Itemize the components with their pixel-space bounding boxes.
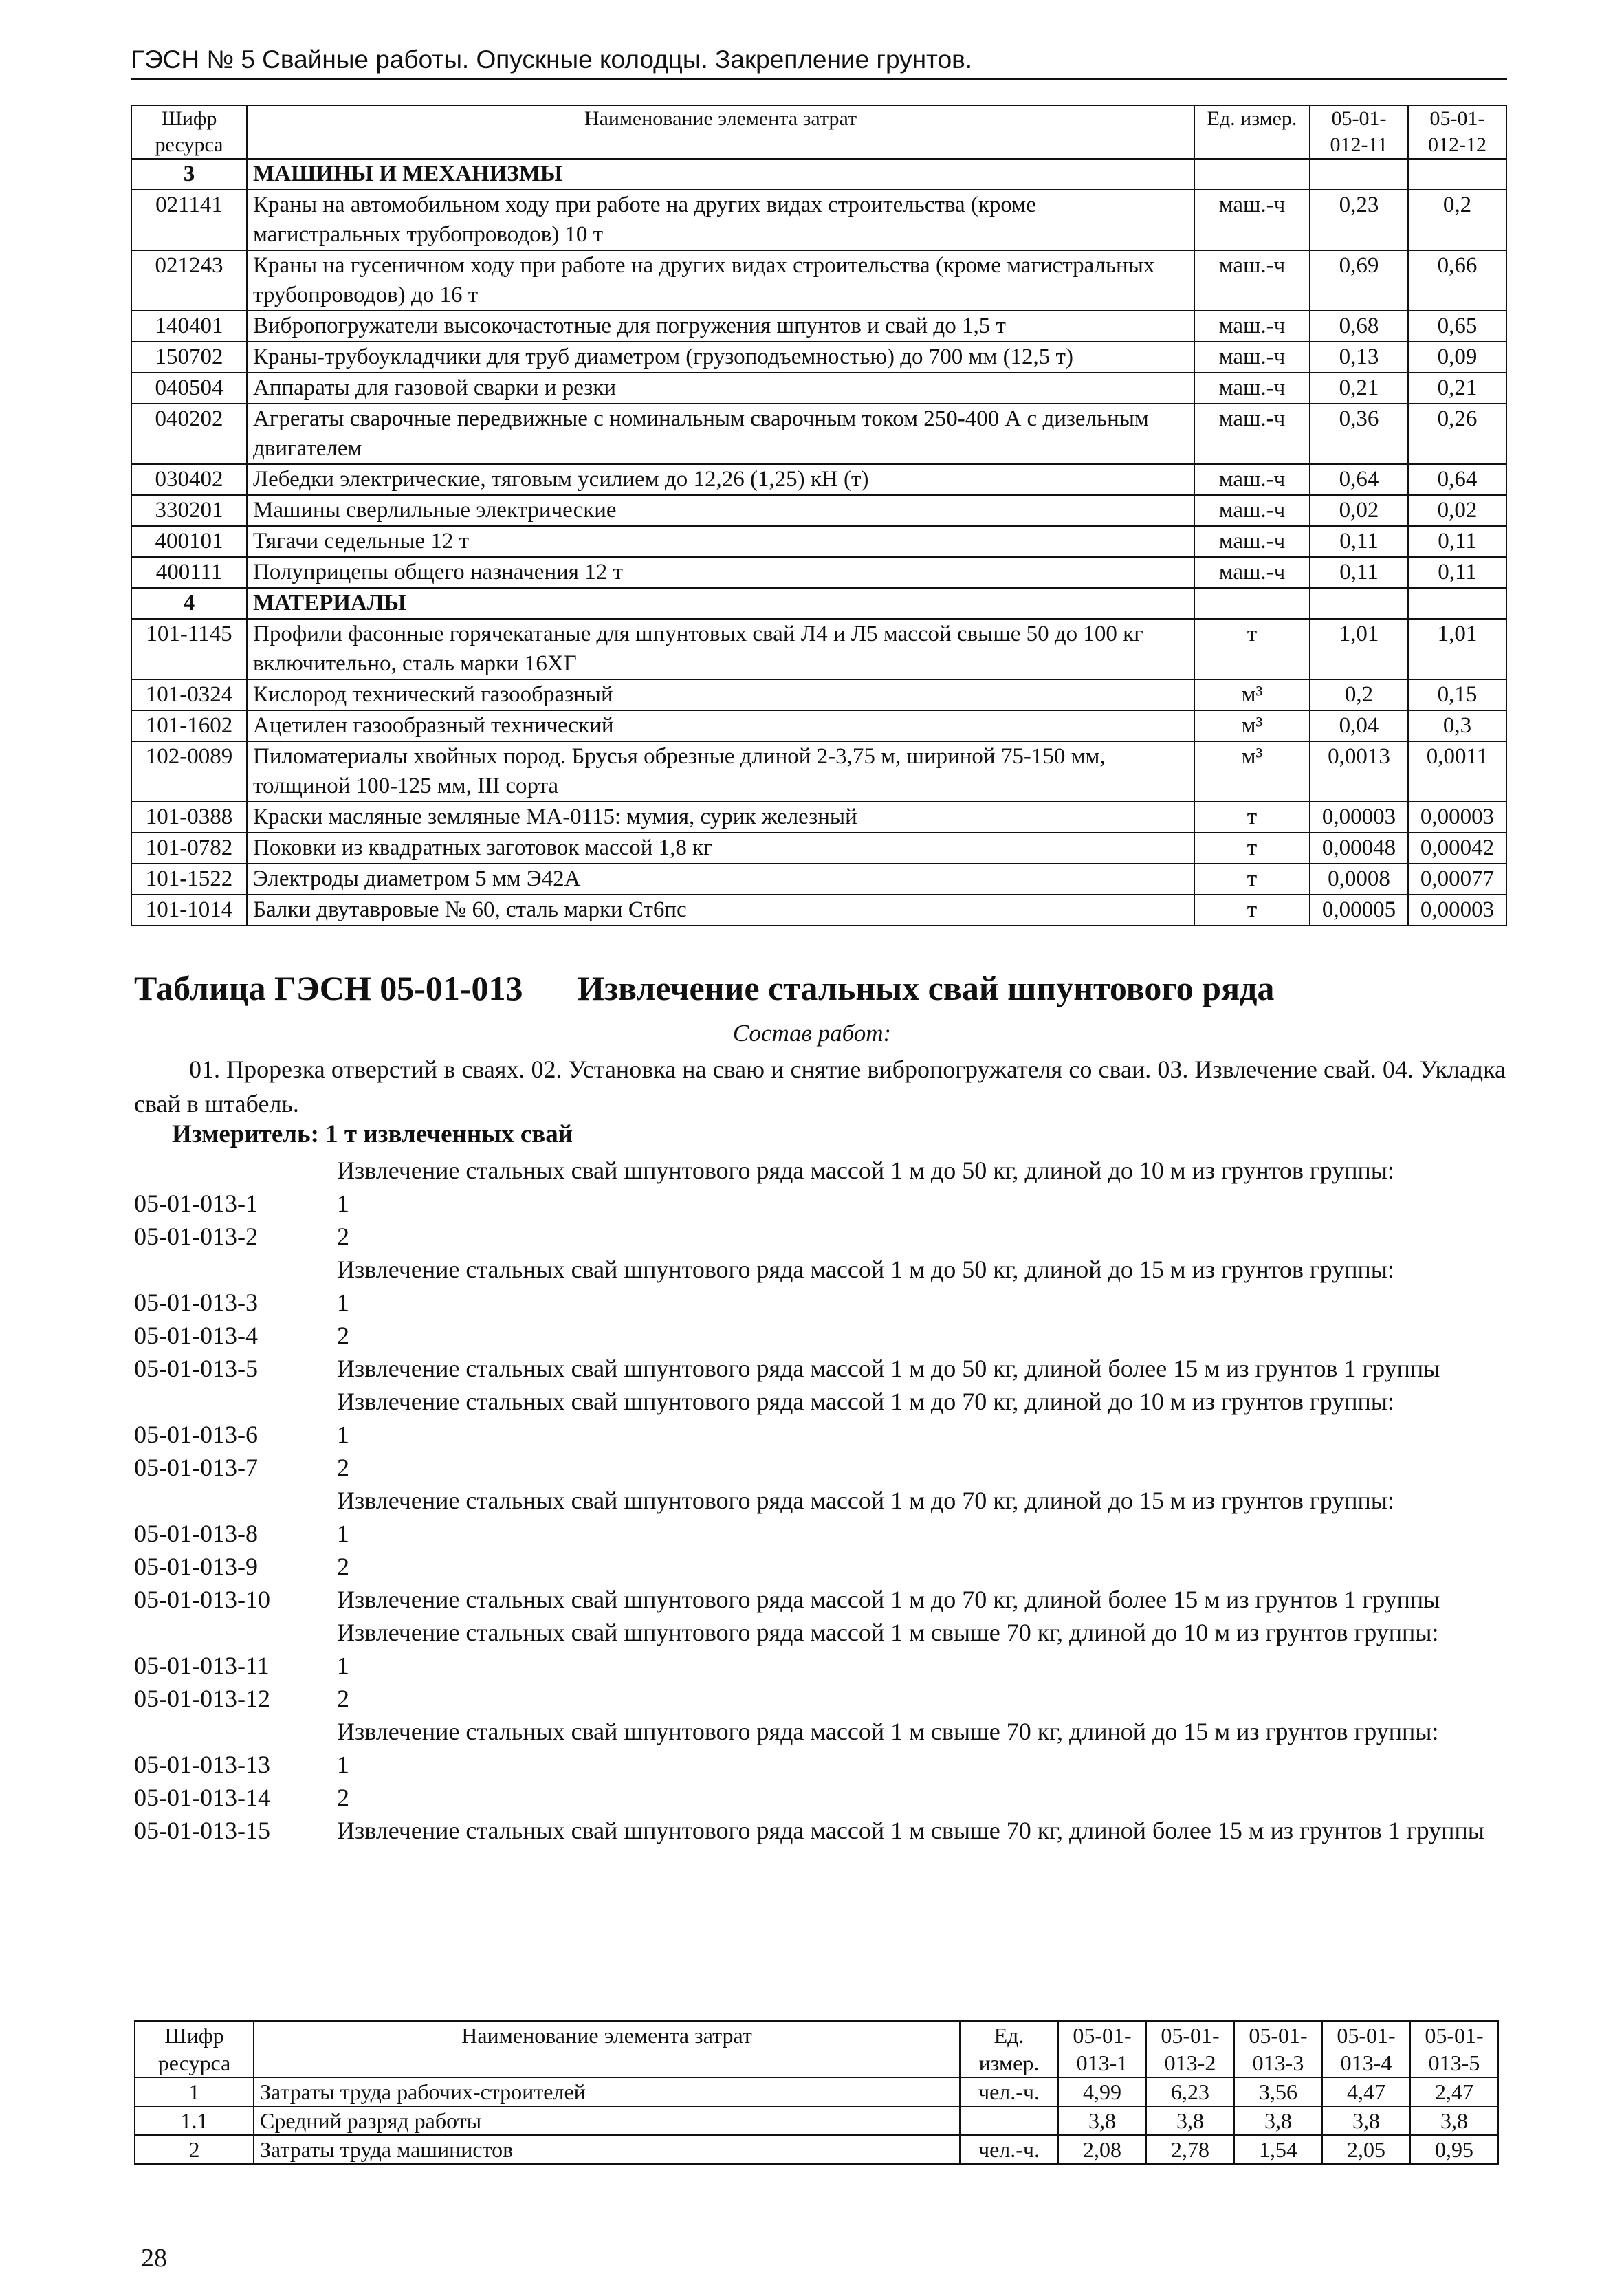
resource-name: Электроды диаметром 5 мм Э42А [247, 864, 1194, 895]
work-composition-title: Состав работ: [732, 1020, 892, 1047]
resource-code: 021141 [131, 190, 247, 250]
norm-entry [134, 1418, 1509, 1451]
table-row [131, 895, 1506, 926]
table-row [131, 190, 1506, 250]
norm-value: 1,01 [1408, 619, 1506, 679]
norm-value: 2,08 [1058, 2135, 1146, 2164]
resource-code: 101-1014 [131, 895, 247, 926]
resource-table-012 [131, 105, 1507, 926]
page-header: ГЭСН № 5 Свайные работы. Опускные колодцы. Закрепление грунтов. [131, 45, 1507, 80]
norm-entry [134, 1550, 1509, 1583]
section-row [131, 588, 1506, 619]
resource-unit: т [1194, 802, 1310, 833]
norm-value: 1,01 [1310, 619, 1408, 679]
resource-unit: маш.-ч [1194, 342, 1310, 373]
norm-text: Извлечение стальных свай шпунтового ряда массой 1 м до 70 кг, длиной до 15 м из грунтов группы: [337, 1487, 1394, 1514]
resource-table-013 [134, 2020, 1499, 2165]
resource-code: 101-1145 [131, 619, 247, 679]
norm-value: 2,47 [1410, 2077, 1498, 2106]
resource-unit: маш.-ч [1194, 495, 1310, 526]
norm-entry [134, 1385, 1509, 1418]
norm-value: 0,3 [1408, 710, 1506, 741]
norm-code: 05-01-013-12 [134, 1685, 270, 1712]
norm-value: 2,05 [1322, 2135, 1410, 2164]
norm-entry [134, 1187, 1509, 1220]
norm-value [1408, 588, 1506, 619]
resource-name: Балки двутавровые № 60, сталь марки Ст6пс [247, 895, 1194, 926]
page-number: 28 [141, 2244, 167, 2273]
norm-value: 0,11 [1408, 526, 1506, 557]
measure-label: Измеритель: [172, 1120, 319, 1148]
column-header-name: Наименование элемента затрат [247, 105, 1194, 159]
norm-code [134, 1715, 337, 1748]
norm-entry [134, 1715, 1509, 1748]
norm-value: 3,8 [1058, 2106, 1146, 2135]
table-row [131, 710, 1506, 741]
norm-code: 05-01-013-15 [134, 1817, 270, 1844]
norm-value: 0,0011 [1408, 741, 1506, 802]
resource-name: Затраты труда машинистов [254, 2135, 960, 2164]
table-label: Таблица ГЭСН 05-01-013 [134, 969, 523, 1007]
resource-unit: маш.-ч [1194, 557, 1310, 588]
table-body [131, 159, 1506, 926]
norm-value: 0,2 [1310, 679, 1408, 710]
norm-entry [134, 1154, 1509, 1187]
norm-entry [134, 1352, 1509, 1385]
norm-entry [134, 1319, 1509, 1352]
norm-text: Извлечение стальных свай шпунтового ряда массой 1 м свыше 70 кг, длиной более 15 м из грунтов 1 группы [337, 1817, 1484, 1844]
norm-text: 2 [337, 1454, 349, 1481]
norm-value: 0,02 [1310, 495, 1408, 526]
norm-value: 0,2 [1408, 190, 1506, 250]
norm-text: 1 [337, 1289, 349, 1316]
norm-text: Извлечение стальных свай шпунтового ряда массой 1 м до 50 кг, длиной более 15 м из грунтов 1 группы [337, 1355, 1440, 1382]
norm-entry [134, 1451, 1509, 1484]
norm-code [134, 1616, 337, 1649]
norm-value: 6,23 [1146, 2077, 1234, 2106]
norm-text: Извлечение стальных свай шпунтового ряда массой 1 м до 70 кг, длиной более 15 м из грунтов 1 группы [337, 1586, 1440, 1613]
norm-value: 0,00048 [1310, 833, 1408, 864]
norm-code: 05-01-013-3 [134, 1289, 258, 1316]
resource-code: 101-0324 [131, 679, 247, 710]
norm-value: 0,11 [1408, 557, 1506, 588]
resource-code: 1.1 [135, 2106, 254, 2135]
column-header-norm: 05-01-013-5 [1410, 2021, 1498, 2077]
table-row [131, 619, 1506, 679]
resource-code: 2 [135, 2135, 254, 2164]
resource-unit: маш.-ч [1194, 404, 1310, 464]
resource-unit: т [1194, 895, 1310, 926]
resource-name: Краны на гусеничном ходу при работе на других видах строительства (кроме магистральных трубопроводов) до 16 т [247, 250, 1194, 311]
norm-code: 05-01-013-10 [134, 1586, 270, 1613]
table-row [131, 311, 1506, 342]
resource-code: 101-1602 [131, 710, 247, 741]
norm-value: 3,8 [1410, 2106, 1498, 2135]
table-row [135, 2077, 1498, 2106]
norm-value: 0,64 [1408, 464, 1506, 495]
norm-value [1408, 159, 1506, 190]
resource-code: 101-0782 [131, 833, 247, 864]
resource-code: 4 [131, 588, 247, 619]
norm-code: 05-01-013-1 [134, 1190, 258, 1217]
norm-code: 05-01-013-5 [134, 1355, 258, 1382]
norm-code: 05-01-013-14 [134, 1784, 270, 1811]
resource-unit: чел.-ч. [960, 2135, 1058, 2164]
norm-value: 3,8 [1146, 2106, 1234, 2135]
norm-text: 1 [337, 1520, 349, 1547]
column-header-norm: 05-01-012-12 [1408, 105, 1506, 159]
column-header-norm: 05-01-013-4 [1322, 2021, 1410, 2077]
table-row [135, 2135, 1498, 2164]
norm-value: 0,0008 [1310, 864, 1408, 895]
resource-name: Полуприцепы общего назначения 12 т [247, 557, 1194, 588]
resource-name: Ацетилен газообразный технический [247, 710, 1194, 741]
norm-value: 0,23 [1310, 190, 1408, 250]
resource-code: 101-1522 [131, 864, 247, 895]
norm-text: 2 [337, 1784, 349, 1811]
norm-entry [134, 1781, 1509, 1814]
norm-value: 0,11 [1310, 526, 1408, 557]
norm-entry [134, 1286, 1509, 1319]
table-row [135, 2106, 1498, 2135]
norm-value: 0,15 [1408, 679, 1506, 710]
resource-code: 400101 [131, 526, 247, 557]
table-title [134, 968, 1275, 1008]
norm-entry [134, 1616, 1509, 1649]
resource-name: Агрегаты сварочные передвижные с номинальным сварочным током 250-400 А с дизельным двигателем [247, 404, 1194, 464]
norm-value: 0,95 [1410, 2135, 1498, 2164]
norm-text: Извлечение стальных свай шпунтового ряда массой 1 м до 50 кг, длиной до 15 м из грунтов группы: [337, 1256, 1394, 1283]
resource-unit [1194, 159, 1310, 190]
resource-code: 140401 [131, 311, 247, 342]
resource-name: Пиломатериалы хвойных пород. Брусья обрезные длиной 2-3,75 м, шириной 75-150 мм, толщиной 100-125 мм, III сорта [247, 741, 1194, 802]
resource-name: Кислород технический газообразный [247, 679, 1194, 710]
norm-text: 1 [337, 1421, 349, 1448]
norm-text: 1 [337, 1652, 349, 1679]
resource-unit: м³ [1194, 710, 1310, 741]
norm-code: 05-01-013-4 [134, 1322, 258, 1349]
norm-text: 2 [337, 1553, 349, 1580]
resource-name: Профили фасонные горячекатаные для шпунтовых свай Л4 и Л5 массой свыше 50 до 100 кг включительно, сталь марки 16ХГ [247, 619, 1194, 679]
resource-unit: т [1194, 864, 1310, 895]
resource-code: 330201 [131, 495, 247, 526]
norm-entry [134, 1253, 1509, 1286]
norm-value: 0,21 [1310, 373, 1408, 404]
norm-value: 4,99 [1058, 2077, 1146, 2106]
resource-name: Средний разряд работы [254, 2106, 960, 2135]
norm-code [134, 1253, 337, 1286]
resource-code: 102-0089 [131, 741, 247, 802]
norm-value: 0,09 [1408, 342, 1506, 373]
resource-unit: маш.-ч [1194, 250, 1310, 311]
norm-text: 2 [337, 1223, 349, 1250]
norm-code [134, 1484, 337, 1517]
norm-value: 0,68 [1310, 311, 1408, 342]
norm-value: 0,13 [1310, 342, 1408, 373]
norm-value: 0,64 [1310, 464, 1408, 495]
resource-unit: маш.-ч [1194, 311, 1310, 342]
resource-name: Машины сверлильные электрические [247, 495, 1194, 526]
resource-code: 021243 [131, 250, 247, 311]
norm-value [1310, 588, 1408, 619]
norm-code: 05-01-013-2 [134, 1223, 258, 1250]
norm-value: 0,69 [1310, 250, 1408, 311]
work-composition-text: 01. Прорезка отверстий в сваях. 02. Установка на сваю и снятие вибропогружателя со сваи. 03. Извлечение свай. 04. Укладка свай в штабель. [134, 1056, 1506, 1117]
column-header-name: Наименование элемента затрат [254, 2021, 960, 2077]
norm-value: 0,00003 [1310, 802, 1408, 833]
measure-value: 1 т извлеченных свай [325, 1120, 573, 1148]
table-row [131, 404, 1506, 464]
column-header-norm: 05-01-012-11 [1310, 105, 1408, 159]
norm-value: 0,11 [1310, 557, 1408, 588]
resource-code: 040202 [131, 404, 247, 464]
norm-text: Извлечение стальных свай шпунтового ряда массой 1 м свыше 70 кг, длиной до 15 м из грунтов группы: [337, 1718, 1439, 1745]
resource-code: 1 [135, 2077, 254, 2106]
norm-entry [134, 1484, 1509, 1517]
norm-value: 0,00042 [1408, 833, 1506, 864]
table-row [131, 464, 1506, 495]
norm-text: 1 [337, 1751, 349, 1778]
table-row [131, 833, 1506, 864]
measure-line [172, 1119, 573, 1149]
norm-entry [134, 1220, 1509, 1253]
norm-code: 05-01-013-7 [134, 1454, 258, 1481]
column-header-norm: 05-01-013-3 [1234, 2021, 1322, 2077]
norm-value: 0,00077 [1408, 864, 1506, 895]
table-row [131, 741, 1506, 802]
resource-name: Тягачи седельные 12 т [247, 526, 1194, 557]
resource-unit [960, 2106, 1058, 2135]
resource-unit: маш.-ч [1194, 190, 1310, 250]
table-row [131, 495, 1506, 526]
table-header-row [131, 105, 1506, 159]
norm-value: 0,02 [1408, 495, 1506, 526]
norm-entry [134, 1814, 1509, 1847]
column-header-code: Шифр ресурса [135, 2021, 254, 2077]
resource-name: Аппараты для газовой сварки и резки [247, 373, 1194, 404]
resource-name: Лебедки электрические, тяговым усилием до 12,26 (1,25) кН (т) [247, 464, 1194, 495]
norm-value [1310, 159, 1408, 190]
norm-value: 2,78 [1146, 2135, 1234, 2164]
resource-name: Краски масляные земляные МА-0115: мумия, сурик железный [247, 802, 1194, 833]
norm-entry [134, 1583, 1509, 1616]
resource-unit: чел.-ч. [960, 2077, 1058, 2106]
resource-unit: маш.-ч [1194, 526, 1310, 557]
column-header-unit: Ед. измер. [1194, 105, 1310, 159]
resource-name: Затраты труда рабочих-строителей [254, 2077, 960, 2106]
resource-name: МАШИНЫ И МЕХАНИЗМЫ [247, 159, 1194, 190]
norm-value: 0,00003 [1408, 895, 1506, 926]
resource-name: Краны-трубоукладчики для труб диаметром (грузоподъемностью) до 700 мм (12,5 т) [247, 342, 1194, 373]
norm-code [134, 1154, 337, 1187]
norm-value: 3,56 [1234, 2077, 1322, 2106]
resource-code: 150702 [131, 342, 247, 373]
column-header-code: Шифр ресурса [131, 105, 247, 159]
resource-unit: маш.-ч [1194, 373, 1310, 404]
table-row [131, 526, 1506, 557]
table-row [131, 802, 1506, 833]
resource-code: 3 [131, 159, 247, 190]
table-header-row [135, 2021, 1498, 2077]
table-row [131, 557, 1506, 588]
norm-text: Извлечение стальных свай шпунтового ряда массой 1 м свыше 70 кг, длиной до 10 м из грунтов группы: [337, 1619, 1439, 1646]
resource-code: 400111 [131, 557, 247, 588]
norm-value: 0,36 [1310, 404, 1408, 464]
norm-entry [134, 1649, 1509, 1682]
resource-name: МАТЕРИАЛЫ [247, 588, 1194, 619]
column-header-norm: 05-01-013-2 [1146, 2021, 1234, 2077]
norm-value: 0,26 [1408, 404, 1506, 464]
norm-value: 4,47 [1322, 2077, 1410, 2106]
norm-code [134, 1385, 337, 1418]
resource-name: Поковки из квадратных заготовок массой 1,8 кг [247, 833, 1194, 864]
norm-entry [134, 1748, 1509, 1781]
norm-value: 0,21 [1408, 373, 1506, 404]
norm-value: 0,00003 [1408, 802, 1506, 833]
resource-name: Краны на автомобильном ходу при работе на других видах строительства (кроме магистральных трубопроводов) 10 т [247, 190, 1194, 250]
resource-code: 040504 [131, 373, 247, 404]
table-body [135, 2077, 1498, 2164]
norm-entries-list [134, 1154, 1509, 1847]
table-name: Извлечение стальных свай шпунтового ряда [578, 969, 1275, 1007]
norm-text: Извлечение стальных свай шпунтового ряда массой 1 м до 70 кг, длиной до 10 м из грунтов группы: [337, 1388, 1394, 1415]
resource-code: 030402 [131, 464, 247, 495]
norm-entry [134, 1682, 1509, 1715]
norm-text: 1 [337, 1190, 349, 1217]
norm-value: 3,8 [1322, 2106, 1410, 2135]
norm-value: 1,54 [1234, 2135, 1322, 2164]
norm-code: 05-01-013-6 [134, 1421, 258, 1448]
resource-name: Вибропогружатели высокочастотные для погружения шпунтов и свай до 1,5 т [247, 311, 1194, 342]
norm-text: 2 [337, 1685, 349, 1712]
table-row [131, 864, 1506, 895]
norm-code: 05-01-013-13 [134, 1751, 270, 1778]
norm-text: 2 [337, 1322, 349, 1349]
resource-unit: маш.-ч [1194, 464, 1310, 495]
resource-unit: т [1194, 833, 1310, 864]
norm-value: 3,8 [1234, 2106, 1322, 2135]
table-row [131, 250, 1506, 311]
norm-value: 0,0013 [1310, 741, 1408, 802]
table-row [131, 373, 1506, 404]
norm-value: 0,65 [1408, 311, 1506, 342]
norm-code: 05-01-013-11 [134, 1652, 270, 1679]
norm-code: 05-01-013-9 [134, 1553, 258, 1580]
resource-unit: м³ [1194, 741, 1310, 802]
column-header-unit: Ед. измер. [960, 2021, 1058, 2077]
resource-code: 101-0388 [131, 802, 247, 833]
section-row [131, 159, 1506, 190]
norm-value: 0,04 [1310, 710, 1408, 741]
resource-unit [1194, 588, 1310, 619]
norm-code: 05-01-013-8 [134, 1520, 258, 1547]
norm-text: Извлечение стальных свай шпунтового ряда массой 1 м до 50 кг, длиной до 10 м из грунтов группы: [337, 1157, 1394, 1184]
norm-value: 0,00005 [1310, 895, 1408, 926]
norm-entry [134, 1517, 1509, 1550]
table-row [131, 342, 1506, 373]
resource-unit: м³ [1194, 679, 1310, 710]
norm-value: 0,66 [1408, 250, 1506, 311]
resource-unit: т [1194, 619, 1310, 679]
table-row [131, 679, 1506, 710]
column-header-norm: 05-01-013-1 [1058, 2021, 1146, 2077]
